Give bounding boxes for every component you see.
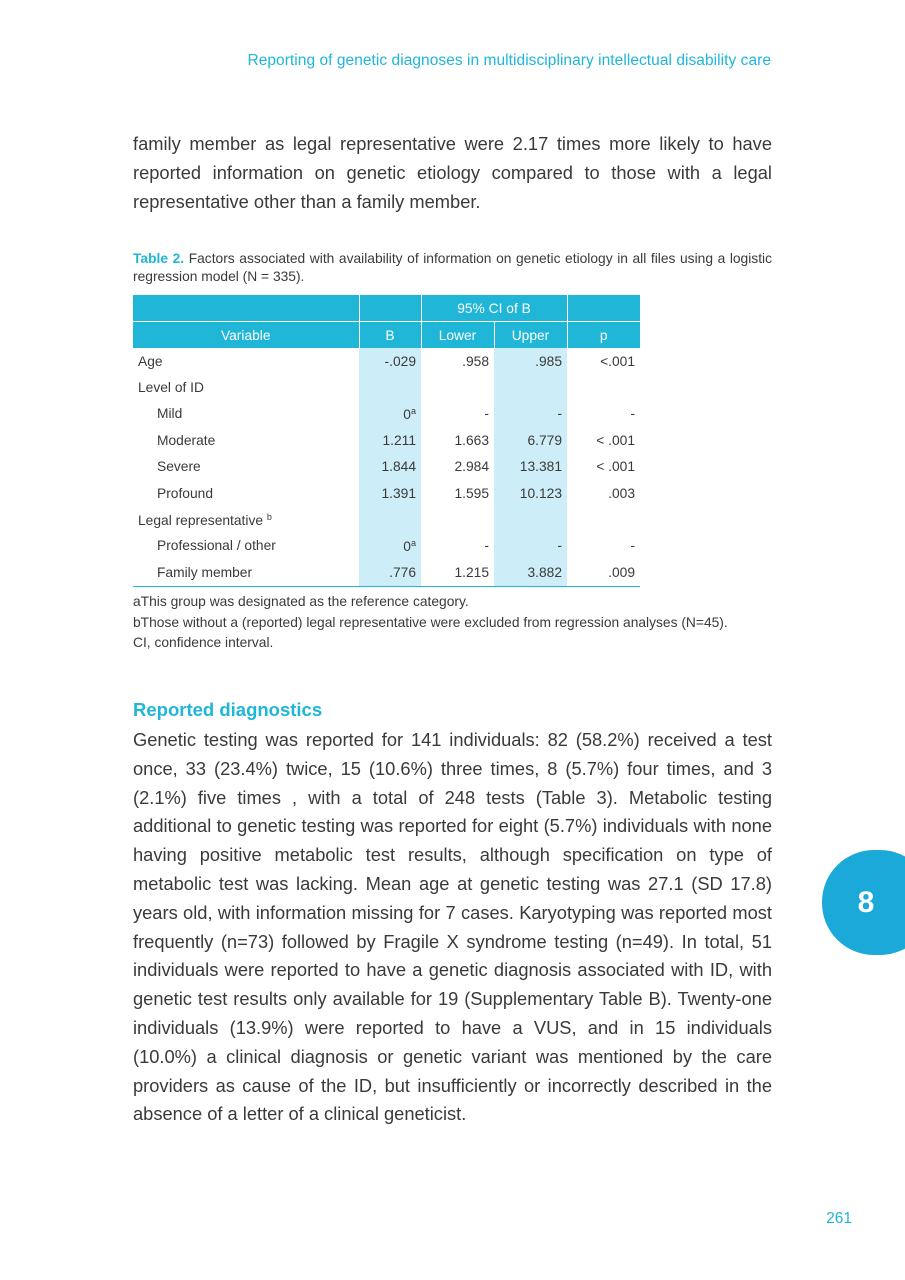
row-label	[133, 506, 359, 532]
cell-b-value: 0	[403, 406, 411, 422]
row-label-text: Legal representative	[138, 512, 267, 528]
table-note: CI, confidence interval.	[133, 635, 274, 650]
cell-lower	[421, 374, 494, 400]
table-row	[133, 401, 640, 427]
header-empty-b	[359, 295, 421, 322]
table-row	[133, 348, 640, 374]
table-row	[133, 506, 640, 532]
cell-b: 1.844	[359, 454, 421, 480]
footnote-marker: b	[266, 511, 272, 522]
header-empty-p	[567, 295, 640, 322]
page-number: 261	[826, 1210, 852, 1227]
table-row	[133, 427, 640, 453]
cell-p: < .001	[596, 459, 635, 475]
table-label: Table 2.	[133, 251, 185, 266]
table-header-row	[133, 322, 640, 349]
table-header-row-group	[133, 295, 640, 322]
footnote-marker: a	[410, 405, 416, 416]
cell-p: -	[630, 406, 635, 422]
cell-lower: 2.984	[454, 459, 489, 475]
cell-p: <.001	[600, 353, 635, 369]
table-row	[133, 374, 640, 400]
cell-p: .003	[608, 485, 635, 501]
row-label: Age	[138, 353, 163, 369]
cell-p: .009	[567, 559, 640, 586]
cell-b	[359, 533, 421, 559]
cell-upper: 3.882	[494, 559, 567, 586]
header-ci-group: 95% CI of B	[421, 295, 567, 322]
row-label: Professional / other	[157, 538, 276, 554]
cell-upper: 10.123	[494, 480, 567, 506]
cell-lower	[421, 506, 494, 532]
header-p: p	[567, 322, 640, 349]
cell-p: -	[630, 538, 635, 554]
cell-lower: 1.595	[454, 485, 489, 501]
cell-b: 1.391	[359, 480, 421, 506]
header-b: B	[359, 322, 421, 349]
row-label: Level of ID	[138, 380, 204, 396]
cell-p	[567, 374, 640, 400]
table-row	[133, 454, 640, 480]
table-row	[133, 559, 640, 586]
table-row	[133, 480, 640, 506]
regression-table	[133, 295, 640, 587]
table-caption	[133, 250, 772, 286]
cell-lower: 1.663	[454, 432, 489, 448]
header-empty-variable	[133, 295, 359, 322]
cell-lower: .958	[462, 353, 489, 369]
table-note: aThis group was designated as the reference category.	[133, 594, 469, 609]
footnote-marker: a	[410, 537, 416, 548]
cell-b: 1.211	[359, 427, 421, 453]
header-variable: Variable	[133, 322, 359, 349]
chapter-tab	[822, 850, 905, 955]
row-label: Profound	[157, 485, 213, 501]
cell-upper: 13.381	[494, 454, 567, 480]
cell-p	[567, 506, 640, 532]
cell-upper: -	[494, 533, 567, 559]
cell-b: -.029	[359, 348, 421, 374]
cell-b: .776	[359, 559, 421, 586]
cell-lower: -	[484, 538, 489, 554]
cell-upper: 6.779	[494, 427, 567, 453]
cell-b	[359, 506, 421, 532]
row-label: Moderate	[157, 432, 216, 448]
section-paragraph: Genetic testing was reported for 141 individuals: 82 (58.2%) received a test once, 33 (23.4%) twice, 15 (10.6%) three times, 8 (5.7%) four times, and 3 (2.1%) five times , with a total of 248 tests (Table 3). Metabolic testing additional to genetic testing was reported for eight (5.7%) individuals with none having positive metabolic test results, although specification on type of metabolic test was lacking. Mean age at genetic testing was 27.1 (SD 17.8) years old, with information missing for 7 cases. Karyotyping was reported most frequently (n=73) followed by Fragile X syndrome testing (n=49). In total, 51 individuals were reported to have a genetic diagnosis associated with ID, with genetic test results only available for 19 (Supplementary Table B). Twenty-one individuals (13.9%) were reported to have a VUS, and in 15 individuals (10.0%) a clinical diagnosis or genetic variant was mentioned by the care providers as cause of the ID, but insufficiently or incorrectly described in the absence of a letter of a clinical geneticist.	[133, 729, 772, 1125]
chapter-number: 8	[857, 886, 875, 919]
cell-b-value: 0	[403, 538, 411, 554]
table-row	[133, 533, 640, 559]
row-label: Family member	[133, 559, 359, 586]
cell-upper	[494, 506, 567, 532]
header-upper: Upper	[494, 322, 567, 349]
running-head: Reporting of genetic diagnoses in multidisciplinary intellectual disability care	[247, 52, 771, 69]
row-label: Mild	[157, 406, 183, 422]
cell-b	[359, 374, 421, 400]
cell-upper: .985	[494, 348, 567, 374]
table-note: bThose without a (reported) legal representative were excluded from regression analyses (N=45).	[133, 614, 728, 630]
cell-upper: -	[494, 401, 567, 427]
cell-p: < .001	[596, 432, 635, 448]
cell-upper	[494, 374, 567, 400]
row-label: Severe	[157, 459, 201, 475]
table-notes	[133, 592, 793, 654]
cell-b	[359, 401, 421, 427]
intro-paragraph: family member as legal representative were 2.17 times more likely to have reported information on genetic etiology compared to those with a legal representative other than a family member.	[133, 133, 772, 212]
cell-lower: 1.215	[421, 559, 494, 586]
table-caption-text: Factors associated with availability of information on genetic etiology in all files using a logistic regression model (N = 335).	[133, 251, 772, 284]
header-lower: Lower	[421, 322, 494, 349]
section-heading: Reported diagnostics	[133, 699, 323, 720]
cell-lower: -	[484, 406, 489, 422]
